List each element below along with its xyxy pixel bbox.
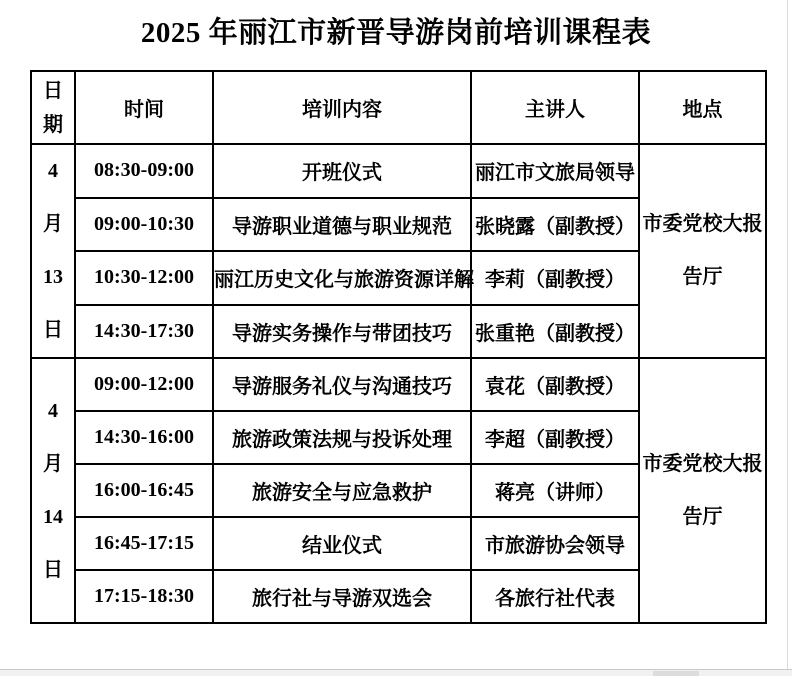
speaker-cell: 丽江市文旅局领导	[471, 144, 639, 198]
table-row	[31, 358, 766, 411]
date-char: 日	[43, 319, 63, 341]
speaker-cell: 张晓露（副教授）	[471, 198, 639, 252]
speaker-cell: 李超（副教授）	[471, 411, 639, 464]
date-char: 月	[43, 452, 63, 475]
date-stack	[32, 385, 74, 597]
date-char: 4	[48, 160, 58, 182]
page-title: 2025 年丽江市新晋导游岗前培训课程表	[140, 17, 652, 49]
speaker-cell: 各旅行社代表	[471, 570, 639, 623]
content-cell: 开班仪式	[213, 144, 471, 198]
time-cell: 14:30-16:00	[75, 411, 213, 464]
table-row	[31, 144, 766, 198]
content-cell: 导游职业道德与职业规范	[213, 198, 471, 252]
time-cell: 16:00-16:45	[75, 464, 213, 517]
header-date-stack	[32, 74, 74, 142]
speaker-cell: 蒋亮（讲师）	[471, 464, 639, 517]
time-cell: 14:30-17:30	[75, 305, 213, 359]
table-header-row	[31, 71, 766, 144]
content-cell: 导游服务礼仪与沟通技巧	[213, 358, 471, 411]
content-cell: 丽江历史文化与旅游资源详解	[213, 251, 471, 305]
location-cell-apr13: 市委党校大报告厅	[639, 144, 766, 358]
schedule-table	[30, 70, 767, 624]
speaker-cell: 袁花（副教授）	[471, 358, 639, 411]
header-date-char: 日	[43, 79, 63, 102]
content-cell: 结业仪式	[213, 517, 471, 570]
location-cell-apr14: 市委党校大报告厅	[639, 358, 766, 623]
horizontal-scrollbar[interactable]	[0, 669, 792, 676]
date-char: 日	[43, 558, 63, 581]
header-location: 地点	[639, 71, 766, 144]
date-char: 14	[43, 505, 63, 528]
date-char: 4	[48, 399, 58, 422]
date-cell-apr13	[31, 144, 75, 358]
time-cell: 09:00-10:30	[75, 198, 213, 252]
date-char: 月	[43, 213, 63, 235]
window-edge-line	[787, 0, 788, 670]
scrollbar-thumb[interactable]	[653, 671, 699, 676]
header-speaker: 主讲人	[471, 71, 639, 144]
content-cell: 旅游安全与应急救护	[213, 464, 471, 517]
speaker-cell: 市旅游协会领导	[471, 517, 639, 570]
time-cell: 09:00-12:00	[75, 358, 213, 411]
content-cell: 导游实务操作与带团技巧	[213, 305, 471, 359]
time-cell: 17:15-18:30	[75, 570, 213, 623]
content-cell: 旅行社与导游双选会	[213, 570, 471, 623]
header-date	[31, 71, 75, 144]
header-date-char: 期	[43, 113, 63, 136]
time-cell: 10:30-12:00	[75, 251, 213, 305]
time-cell: 08:30-09:00	[75, 144, 213, 198]
date-cell-apr14	[31, 358, 75, 623]
header-content: 培训内容	[213, 71, 471, 144]
header-time: 时间	[75, 71, 213, 144]
content-cell: 旅游政策法规与投诉处理	[213, 411, 471, 464]
time-cell: 16:45-17:15	[75, 517, 213, 570]
speaker-cell: 张重艳（副教授）	[471, 305, 639, 359]
date-stack	[32, 145, 74, 357]
speaker-cell: 李莉（副教授）	[471, 251, 639, 305]
date-char: 13	[43, 266, 63, 288]
